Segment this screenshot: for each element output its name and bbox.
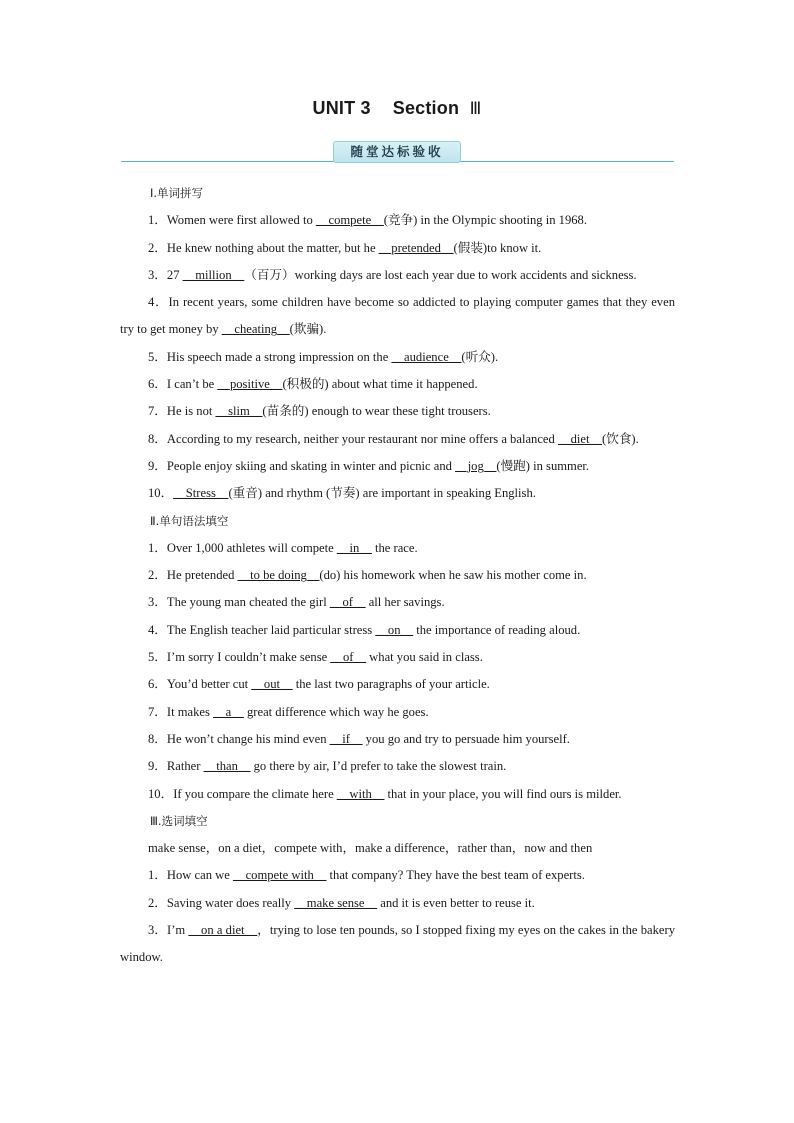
- answer-blank: __of__: [329, 595, 366, 610]
- answer-blank: __diet__: [557, 431, 603, 446]
- part1-item-1: 1．Women were first allowed to __compete__(竞争) in the Olympic shooting in 1968.: [148, 213, 587, 228]
- answer-blank: __to be doing__: [237, 568, 320, 583]
- part1-item-5: 5．His speech made a strong impression on the __audience__(听众).: [148, 349, 499, 364]
- part2-item-4: 4．The English teacher laid particular stress __on__ the importance of reading aloud.: [148, 622, 581, 637]
- answer-blank: __slim__: [215, 404, 263, 419]
- answer-blank: __in__: [336, 540, 372, 555]
- answer-blank: __compete__: [315, 213, 384, 228]
- answer-blank: __million__: [182, 267, 245, 282]
- answer-blank: __Stress__: [173, 486, 229, 501]
- part3-item-1: 1．How can we __compete with__ that company? They have the best team of experts.: [148, 868, 585, 883]
- part2-item-6: 6．You’d better cut __out__ the last two paragraphs of your article.: [148, 677, 490, 692]
- page-title: [0, 98, 794, 119]
- answer-blank: __audience__: [391, 349, 462, 364]
- answer-blank: __of__: [330, 650, 367, 665]
- title-roman-numeral: Ⅲ: [469, 99, 482, 119]
- answer-blank: __a__: [213, 704, 244, 719]
- answer-blank: __positive__: [217, 377, 283, 392]
- title-section: Section: [392, 98, 460, 118]
- part3-heading: Ⅲ.选词填空: [150, 813, 208, 828]
- answer-blank: __pretended__: [378, 240, 454, 255]
- part1-heading: Ⅰ.单词拼写: [150, 186, 204, 200]
- section-badge: 随堂达标验收: [333, 141, 461, 163]
- part2-item-3: 3．The young man cheated the girl __of__ all her savings.: [148, 595, 445, 610]
- part2-item-7: 7．It makes __a__ great difference which way he goes.: [148, 704, 429, 719]
- answer-blank: __if__: [329, 731, 363, 746]
- answer-blank: __make sense__: [294, 895, 378, 910]
- part2-item-10: 10．If you compare the climate here __with__ that in your place, you will find ours is milder.: [148, 786, 622, 801]
- part3-item-3: 3．I’m __on a diet__，trying to lose ten pounds, so I stopped fixing my eyes on the cakes in the bakery window.: [120, 923, 675, 965]
- answer-blank: __jog__: [455, 458, 497, 473]
- word-bank: make sense，on a diet，compete with，make a difference，rather than，now and then: [148, 841, 593, 856]
- part1-item-6: 6．I can’t be __positive__(积极的) about what time it happened.: [148, 377, 478, 392]
- answer-blank: __out__: [251, 677, 293, 692]
- exercise-content: [120, 180, 675, 972]
- part1-item-10: 10．__Stress__(重音) and rhythm (节奏) are important in speaking English.: [148, 486, 536, 501]
- part1-item-2: 2．He knew nothing about the matter, but he __pretended__(假装)to know it.: [148, 240, 542, 255]
- answer-blank: __on a diet__: [188, 923, 258, 938]
- title-unit: UNIT 3: [312, 98, 371, 118]
- part3-item-2: 2．Saving water does really __make sense__ and it is even better to reuse it.: [148, 895, 535, 910]
- part2-item-5: 5．I’m sorry I couldn’t make sense __of__ what you said in class.: [148, 650, 483, 665]
- part1-item-8: 8．According to my research, neither your restaurant nor mine offers a balanced __diet__(饮食).: [148, 431, 639, 446]
- part2-item-2: 2．He pretended __to be doing__(do) his homework when he saw his mother come in.: [148, 568, 587, 583]
- answer-blank: __compete with__: [232, 868, 327, 883]
- part2-item-1: 1．Over 1,000 athletes will compete __in__ the race.: [148, 540, 418, 555]
- part2-item-9: 9．Rather __than__ go there by air, I’d prefer to take the slowest train.: [148, 759, 507, 774]
- part1-item-4: 4．In recent years, some children have become so addicted to playing computer games that they even try to get money by __cheating__(欺骗).: [120, 295, 675, 337]
- answer-blank: __cheating__: [221, 322, 290, 337]
- answer-blank: __than__: [203, 759, 251, 774]
- part1-item-7: 7．He is not __slim__(苗条的) enough to wear these tight trousers.: [148, 404, 491, 419]
- answer-blank: __on__: [375, 622, 414, 637]
- part2-heading: Ⅱ.单句语法填空: [150, 513, 229, 528]
- part1-item-9: 9．People enjoy skiing and skating in winter and picnic and __jog__(慢跑) in summer.: [148, 458, 590, 473]
- answer-blank: __with__: [336, 786, 385, 801]
- part2-item-8: 8．He won’t change his mind even __if__ you go and try to persuade him yourself.: [148, 731, 570, 746]
- part1-item-3: 3．27 __million__（百万）working days are lost each year due to work accidents and sickness.: [148, 267, 637, 282]
